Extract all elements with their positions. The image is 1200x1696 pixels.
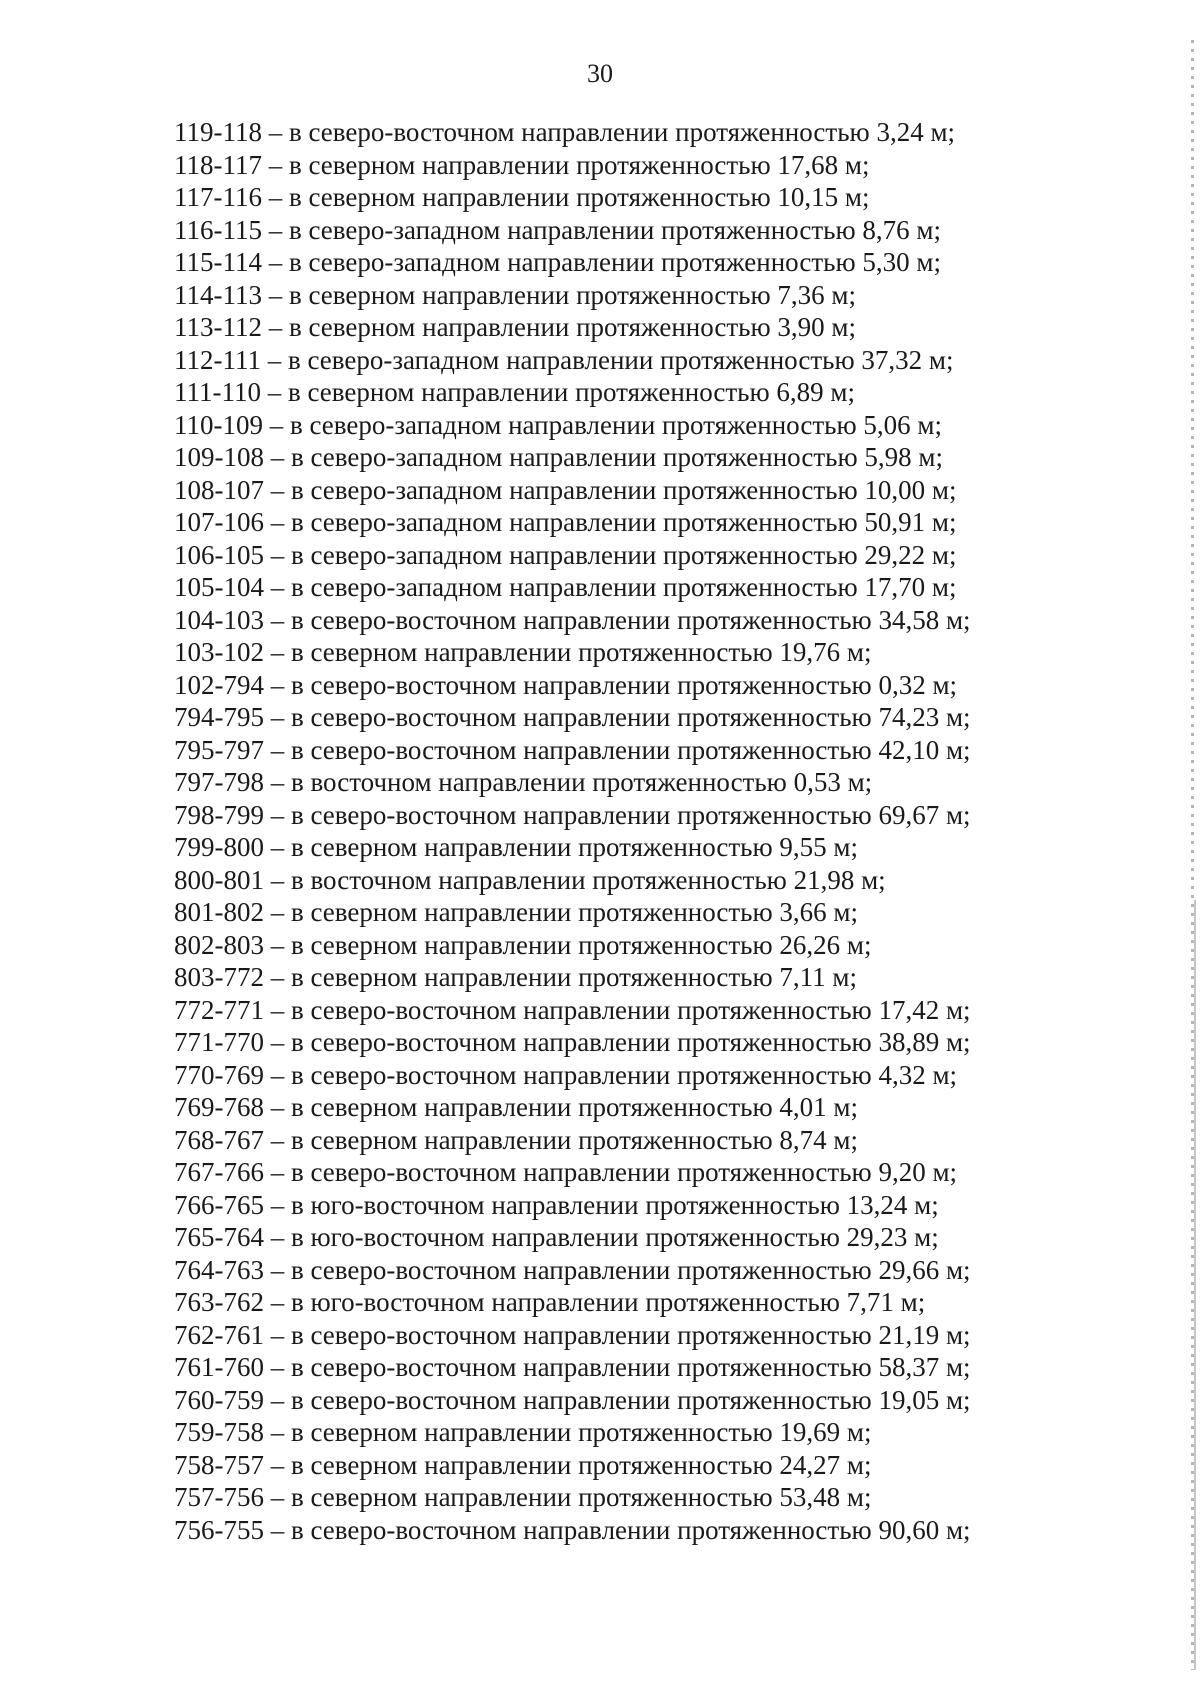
boundary-segment-line: 756-755 – в северо-восточном направлении протяженностью 90,60 м; <box>174 1514 971 1545</box>
boundary-segment-line: 759-758 – в северном направлении протяженностью 19,69 м; <box>174 1417 872 1447</box>
boundary-segment-line: 758-757 – в северном направлении протяженностью 24,27 м; <box>174 1449 872 1480</box>
boundary-segment-line: 772-771 – в северо-восточном направлении протяженностью 17,42 м; <box>174 994 971 1025</box>
boundary-segment-line: 763-762 – в юго-восточном направлении протяженностью 7,71 м; <box>174 1287 926 1317</box>
boundary-segment-line: 769-768 – в северном направлении протяженностью 4,01 м; <box>174 1092 859 1122</box>
boundary-segment-line: 111-110 – в северном направлении протяженностью 6,89 м; <box>174 377 855 407</box>
boundary-segment-line: 797-798 – в восточном направлении протяженностью 0,53 м; <box>174 767 873 797</box>
boundary-segment-line: 760-759 – в северо-восточном направлении протяженностью 19,05 м; <box>174 1384 971 1415</box>
boundary-segment-line: 113-112 – в северном направлении протяженностью 3,90 м; <box>174 312 857 342</box>
boundary-segment-line: 110-109 – в северо-западном направлении протяженностью 5,06 м; <box>174 409 942 440</box>
boundary-segment-line: 798-799 – в северо-восточном направлении протяженностью 69,67 м; <box>174 799 971 830</box>
boundary-segment-line: 116-115 – в северо-западном направлении протяженностью 8,76 м; <box>174 214 941 245</box>
boundary-segment-line: 795-797 – в северо-восточном направлении протяженностью 42,10 м; <box>174 734 971 765</box>
boundary-segment-line: 770-769 – в северо-восточном направлении протяженностью 4,32 м; <box>174 1059 958 1090</box>
boundary-segment-line: 800-801 – в восточном направлении протяженностью 21,98 м; <box>174 864 886 895</box>
boundary-segment-line: 766-765 – в юго-восточном направлении протяженностью 13,24 м; <box>174 1189 939 1220</box>
boundary-segment-line: 118-117 – в северном направлении протяженностью 17,68 м; <box>174 149 870 180</box>
boundary-segment-line: 803-772 – в северном направлении протяженностью 7,11 м; <box>174 962 858 992</box>
page-number: 30 <box>587 59 613 88</box>
boundary-segment-line: 112-111 – в северо-западном направлении протяженностью 37,32 м; <box>174 344 954 375</box>
boundary-segment-line: 768-767 – в северном направлении протяженностью 8,74 м; <box>174 1124 859 1155</box>
boundary-segment-line: 765-764 – в юго-восточном направлении протяженностью 29,23 м; <box>174 1222 939 1252</box>
boundary-segment-line: 794-795 – в северо-восточном направлении протяженностью 74,23 м; <box>174 702 971 732</box>
boundary-segment-line: 761-760 – в северо-восточном направлении протяженностью 58,37 м; <box>174 1352 971 1382</box>
boundary-segment-line: 771-770 – в северо-восточном направлении протяженностью 38,89 м; <box>174 1027 971 1057</box>
boundary-segment-line: 106-105 – в северо-западном направлении протяженностью 29,22 м; <box>174 539 957 570</box>
boundary-segment-line: 762-761 – в северо-восточном направлении протяженностью 21,19 м; <box>174 1319 971 1350</box>
boundary-segment-line: 104-103 – в северо-восточном направлении протяженностью 34,58 м; <box>174 604 971 635</box>
boundary-segment-line: 764-763 – в северо-восточном направлении протяженностью 29,66 м; <box>174 1254 971 1285</box>
boundary-segment-line: 799-800 – в северном направлении протяженностью 9,55 м; <box>174 832 859 862</box>
boundary-segment-line: 115-114 – в северо-западном направлении протяженностью 5,30 м; <box>174 247 941 277</box>
boundary-segment-line: 119-118 – в северо-восточном направлении протяженностью 3,24 м; <box>174 117 956 147</box>
boundary-segment-line: 801-802 – в северном направлении протяженностью 3,66 м; <box>174 897 859 927</box>
boundary-segment-line: 802-803 – в северном направлении протяженностью 26,26 м; <box>174 929 872 960</box>
scan-edge-shadow <box>1194 900 1196 1670</box>
boundary-segment-line: 117-116 – в северном направлении протяженностью 10,15 м; <box>174 182 870 212</box>
boundary-segment-line: 108-107 – в северо-западном направлении протяженностью 10,00 м; <box>174 474 957 505</box>
boundary-segment-line: 103-102 – в северном направлении протяженностью 19,76 м; <box>174 637 872 667</box>
boundary-segment-line: 107-106 – в северо-западном направлении протяженностью 50,91 м; <box>174 507 957 537</box>
boundary-segment-line: 105-104 – в северо-западном направлении протяженностью 17,70 м; <box>174 572 957 602</box>
boundary-segment-line: 102-794 – в северо-восточном направлении протяженностью 0,32 м; <box>174 669 958 700</box>
boundary-segment-line: 767-766 – в северо-восточном направлении протяженностью 9,20 м; <box>174 1157 958 1187</box>
boundary-segment-line: 109-108 – в северо-западном направлении протяженностью 5,98 м; <box>174 442 943 472</box>
boundary-segment-line: 757-756 – в северном направлении протяженностью 53,48 м; <box>174 1482 872 1512</box>
boundary-segment-list <box>174 116 1074 1546</box>
boundary-segment-line: 114-113 – в северном направлении протяженностью 7,36 м; <box>174 279 857 310</box>
